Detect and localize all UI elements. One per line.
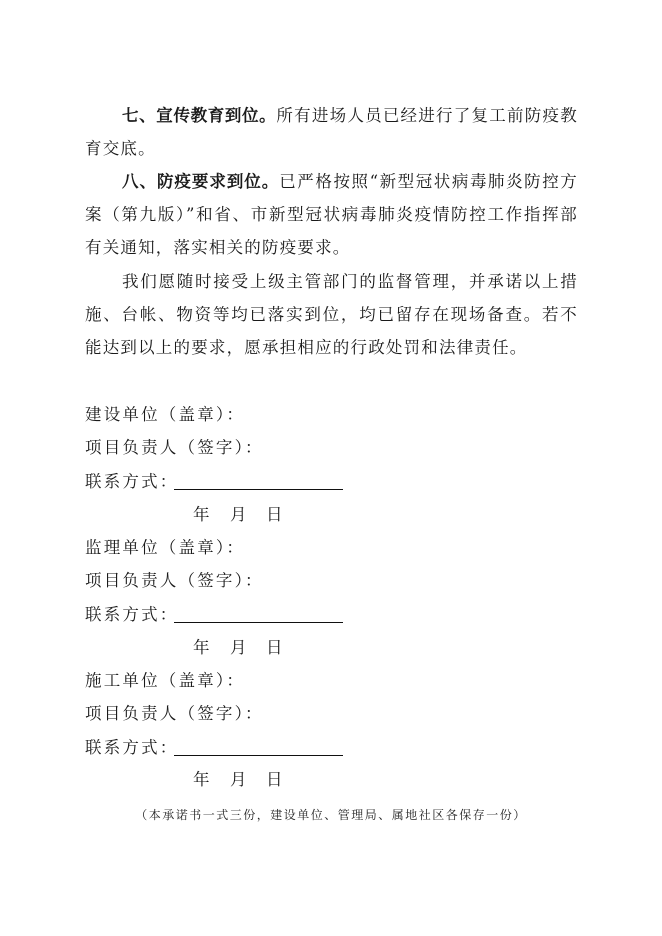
paragraph-epidemic-requirements (85, 165, 578, 264)
contact-label: 联系方式： (85, 738, 179, 757)
date-year: 年 (193, 638, 210, 657)
footnote-copies-note: （本承诺书一式三份，建设单位、管理局、属地社区各保存一份） (135, 808, 527, 822)
date-day: 日 (266, 770, 283, 789)
paragraph-body: 所有进场人员已经进行了复工前防疫教育交底。 (85, 106, 578, 158)
paragraph-commitment (85, 265, 578, 364)
date-year: 年 (193, 770, 210, 789)
project-leader-signature-label: 项目负责人（签字）： (85, 571, 264, 590)
contact-field[interactable] (174, 622, 343, 623)
project-leader-signature-label: 项目负责人（签字）： (85, 704, 264, 723)
paragraph-body: 已严格按照“新型冠状病毒肺炎防控方案（第九版）”和省、市新型冠状病毒肺炎疫情防控工作指挥部有关通知，落实相关的防疫要求。 (85, 172, 578, 257)
project-leader-signature-label: 项目负责人（签字）： (85, 438, 264, 457)
date-month: 月 (230, 505, 247, 524)
unit-seal-label: 施工单位（盖章）： (85, 671, 246, 690)
paragraph-publicity-education (85, 99, 578, 165)
date-day: 日 (266, 638, 283, 657)
date-month: 月 (230, 770, 247, 789)
contact-label: 联系方式： (85, 605, 179, 624)
paragraph-body: 我们愿随时接受上级主管部门的监督管理，并承诺以上措施、台帐、物资等均已落实到位，均已留存在现场备查。若不能达到以上的要求，愿承担相应的行政处罚和法律责任。 (85, 272, 578, 357)
date-day: 日 (266, 505, 283, 524)
paragraph-heading: 八、防疫要求到位。 (122, 172, 280, 191)
date-month: 月 (230, 638, 247, 657)
unit-seal-label: 建设单位（盖章）： (85, 405, 246, 424)
date-year: 年 (193, 505, 210, 524)
contact-field[interactable] (174, 755, 343, 756)
contact-field[interactable] (174, 489, 343, 490)
contact-label: 联系方式： (85, 472, 179, 491)
unit-seal-label: 监理单位（盖章）： (85, 538, 246, 557)
paragraph-heading: 七、宣传教育到位。 (122, 106, 277, 125)
